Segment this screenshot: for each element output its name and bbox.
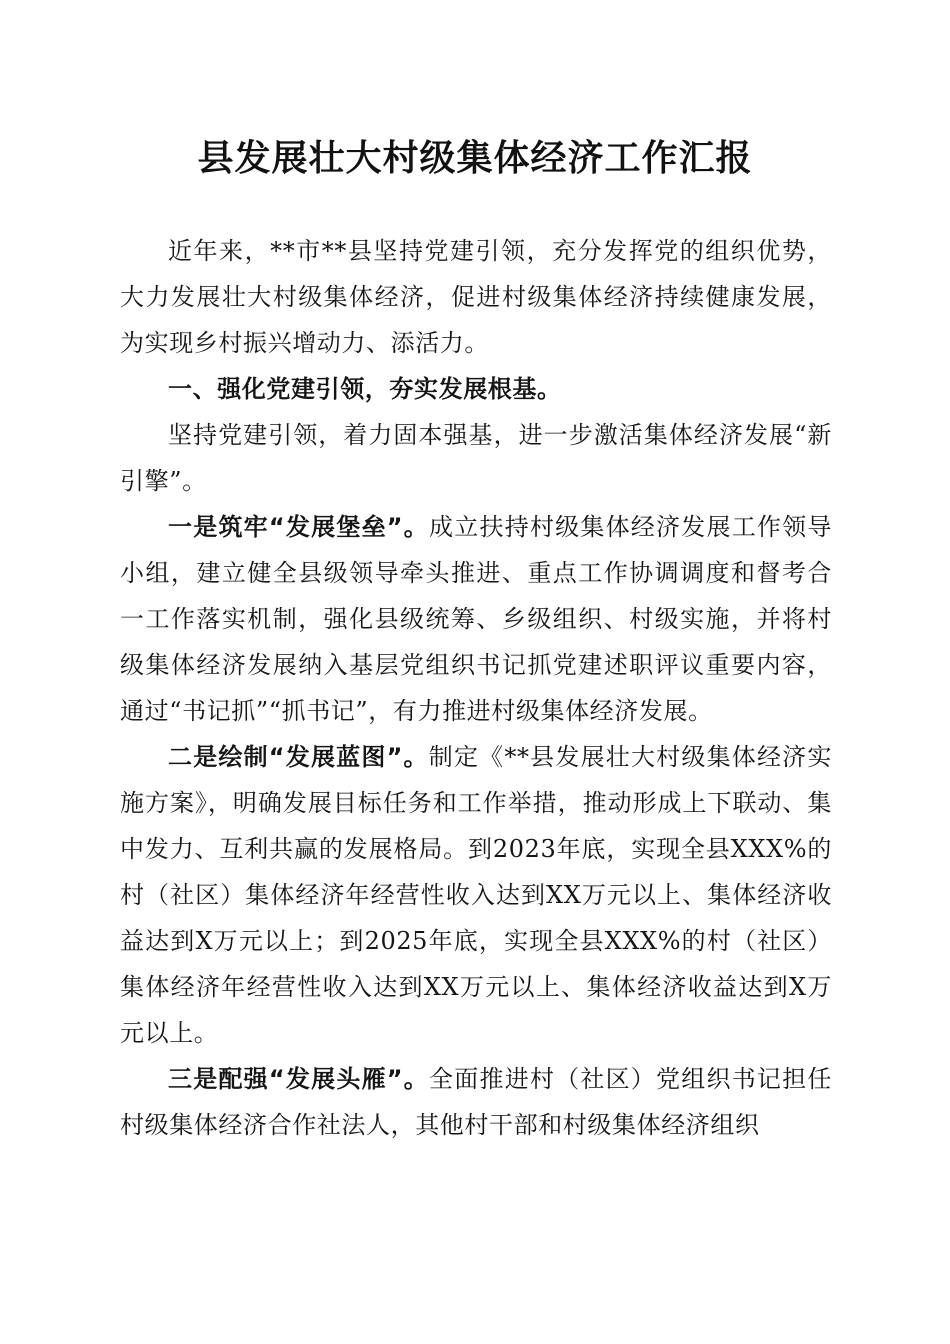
item-text: 制定《**县发展壮大村级集体经济实施方案》，明确发展目标任务和工作举措，推动形成上下联动、集中发力、互利共赢的发展格局。到2023年底，实现全县XXX%的村（社区）集体经济年经营性收入达到XX万元以上、集体经济收益达到X万元以上；到2025年底，实现全县XXX%的村（社区）集体经济年经营性收入达到XX万元以上、集体经济收益达到X万元以上。 bbox=[120, 743, 832, 1047]
intro-paragraph: 近年来，**市**县坚持党建引领，充分发挥党的组织优势，大力发展壮大村级集体经济，促进村级集体经济持续健康发展，为实现乡村振兴增动力、添活力。 bbox=[120, 237, 832, 357]
document-title: 县发展壮大村级集体经济工作汇报 bbox=[197, 138, 753, 179]
item-lead: 二是绘制“发展蓝图”。 bbox=[168, 743, 429, 771]
item-text: 成立扶持村级集体经济发展工作领导小组，建立健全县级领导牵头推进、重点工作协调调度和督考合一工作落实机制，强化县级统筹、乡级组织、村级实施，并将村级集体经济发展纳入基层党组织书记抓党建述职评议重要内容，通过“书记抓”“抓书记”，有力推进村级集体经济发展。 bbox=[120, 513, 832, 725]
item-lead: 一是筑牢“发展堡垒”。 bbox=[168, 513, 430, 541]
item-text: 全面推进村（社区）党组织书记担任村级集体经济合作社法人，其他村干部和村级集体经济组织 bbox=[120, 1065, 832, 1139]
item-paragraph bbox=[120, 1056, 832, 1148]
section-heading: 一、强化党建引领，夯实发展根基。 bbox=[168, 375, 562, 403]
section-summary: 坚持党建引领，着力固本强基，进一步激活集体经济发展“新引擎”。 bbox=[120, 421, 832, 495]
item-paragraph bbox=[120, 504, 832, 734]
item-paragraph bbox=[120, 734, 832, 1056]
document-body bbox=[120, 228, 832, 1148]
item-lead: 三是配强“发展头雁”。 bbox=[168, 1065, 430, 1093]
